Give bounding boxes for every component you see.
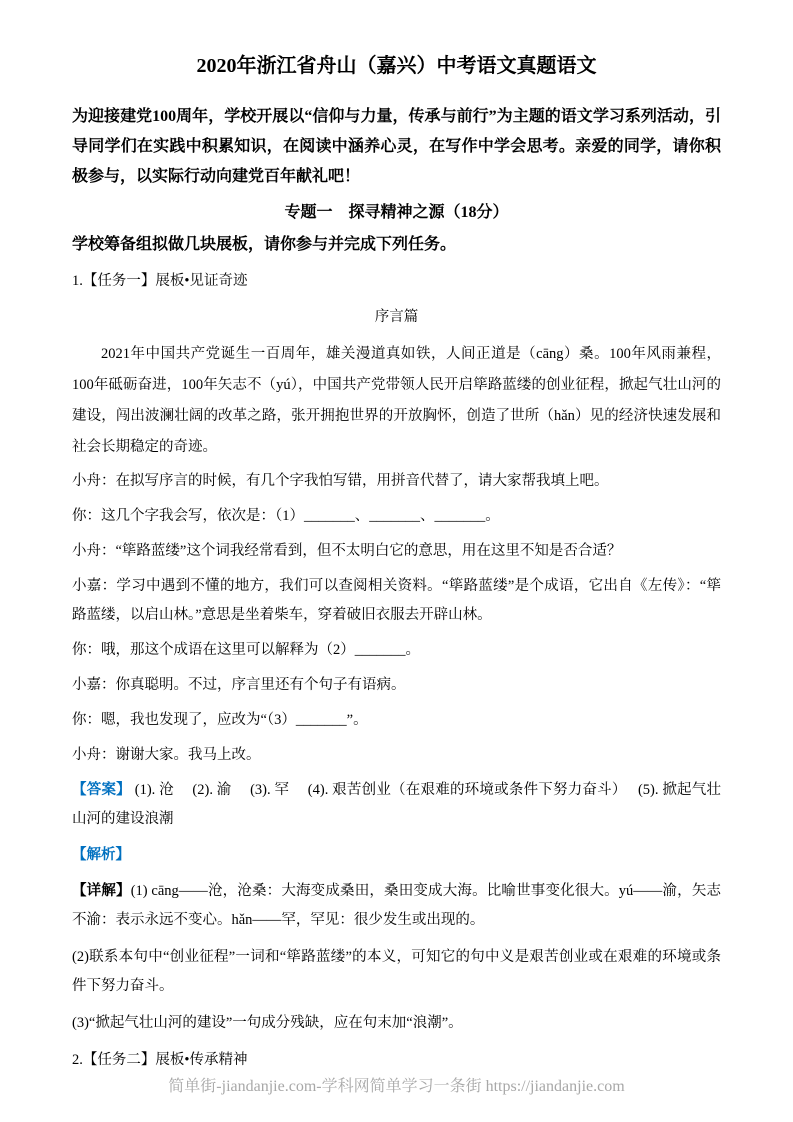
dialogue-line: 你：嗯，我也发现了，应改为“（3）_______”。 bbox=[72, 712, 368, 728]
footer-watermark: 简单街-jiandanjie.com-学科网简单学习一条街 https://jiandanjie.com bbox=[168, 1078, 625, 1095]
dialogue-line: 你：哦，那这个成语在这里可以解释为（2）_______。 bbox=[72, 642, 420, 658]
dialogue-line: 小舟：“筚路蓝缕”这个词我经常看到，但不太明白它的意思，用在这里不知是否合适？ bbox=[72, 543, 622, 559]
dialogue-line: 小舟：在拟写序言的时候，有几个字我怕写错，用拼音代替了，请大家帮我填上吧。 bbox=[72, 473, 609, 489]
detail-text-1: (1) cāng——沧，沧桑：大海变成桑田，桑田变成大海。比喻世事变化很大。yú——渝，矢志不渝：表示永远不变心。hǎn——罕，罕见：很少发生或出现的。 bbox=[72, 883, 722, 928]
intro-paragraph: 为迎接建党100周年，学校开展以“信仰与力量，传承与前行”为主题的语文学习系列活动，引导同学们在实践中积累知识，在阅读中涵养心灵，在写作中学会思考。亲爱的同学，请你积极参与，以实际行动向建党百年献礼吧！ bbox=[72, 108, 721, 185]
analysis-label: 【解析】 bbox=[72, 847, 130, 863]
task1-label: 1.【任务一】展板•见证奇迹 bbox=[72, 273, 248, 289]
dialogue-line: 小舟：谢谢大家。我马上改。 bbox=[72, 747, 261, 763]
dialogue-line: 你：这几个字我会写，依次是：（1）_______、_______、_______。 bbox=[72, 508, 500, 524]
answer-paragraph bbox=[72, 776, 721, 834]
topic-heading: 专题一 探寻精神之源（18分） bbox=[284, 204, 509, 221]
preface-title: 序言篇 bbox=[374, 309, 419, 325]
dialogue-section bbox=[72, 467, 721, 770]
preface-body: 2021年中国共产党诞生一百周年，雄关漫道真如铁，人间正道是（cāng）桑。100年风雨兼程，100年砥砺奋进，100年矢志不（yú），中国共产党带领人民开启筚路蓝缕的创业征程，掀起气壮山河的建设，闯出波澜壮阔的改革之路，张开拥抱世界的开放胸怀，创造了世所（hǎn）见的经济快速发展和社会长期稳定的奇迹。 bbox=[72, 346, 721, 455]
answer-text: (1). 沧 (2). 渝 (3). 罕 (4). 艰苦创业（在艰难的环境或条件下努力奋斗） (5). 掀起气壮山河的建设浪潮 bbox=[72, 782, 721, 827]
detail-label: 【详解】 bbox=[72, 883, 131, 899]
dialogue-line: 小嘉：学习中遇到不懂的地方，我们可以查阅相关资料。“筚路蓝缕”是个成语，它出自《左传》：“筚路蓝缕，以启山林。”意思是坐着柴车，穿着破旧衣服去开辟山林。 bbox=[72, 578, 721, 623]
document-title: 2020年浙江省舟山（嘉兴）中考语文真题语文 bbox=[196, 55, 597, 77]
detail-paragraph-1 bbox=[72, 877, 721, 935]
detail-paragraph-3: (3)“掀起气壮山河的建设”一句成分残缺，应在句末加“浪潮”。 bbox=[72, 1015, 463, 1031]
task2-label: 2.【任务二】展板•传承精神 bbox=[72, 1052, 248, 1068]
dialogue-line: 小嘉：你真聪明。不过，序言里还有个句子有语病。 bbox=[72, 677, 406, 693]
analysis-paragraph bbox=[72, 841, 721, 870]
topic-intro: 学校筹备组拟做几块展板，请你参与并完成下列任务。 bbox=[72, 236, 457, 253]
detail-paragraph-2: (2)联系本句中“创业征程”一词和“筚路蓝缕”的本义，可知它的句中义是艰苦创业或在艰难的环境或条件下努力奋斗。 bbox=[72, 949, 721, 994]
answer-label: 【答案】 bbox=[72, 782, 131, 798]
